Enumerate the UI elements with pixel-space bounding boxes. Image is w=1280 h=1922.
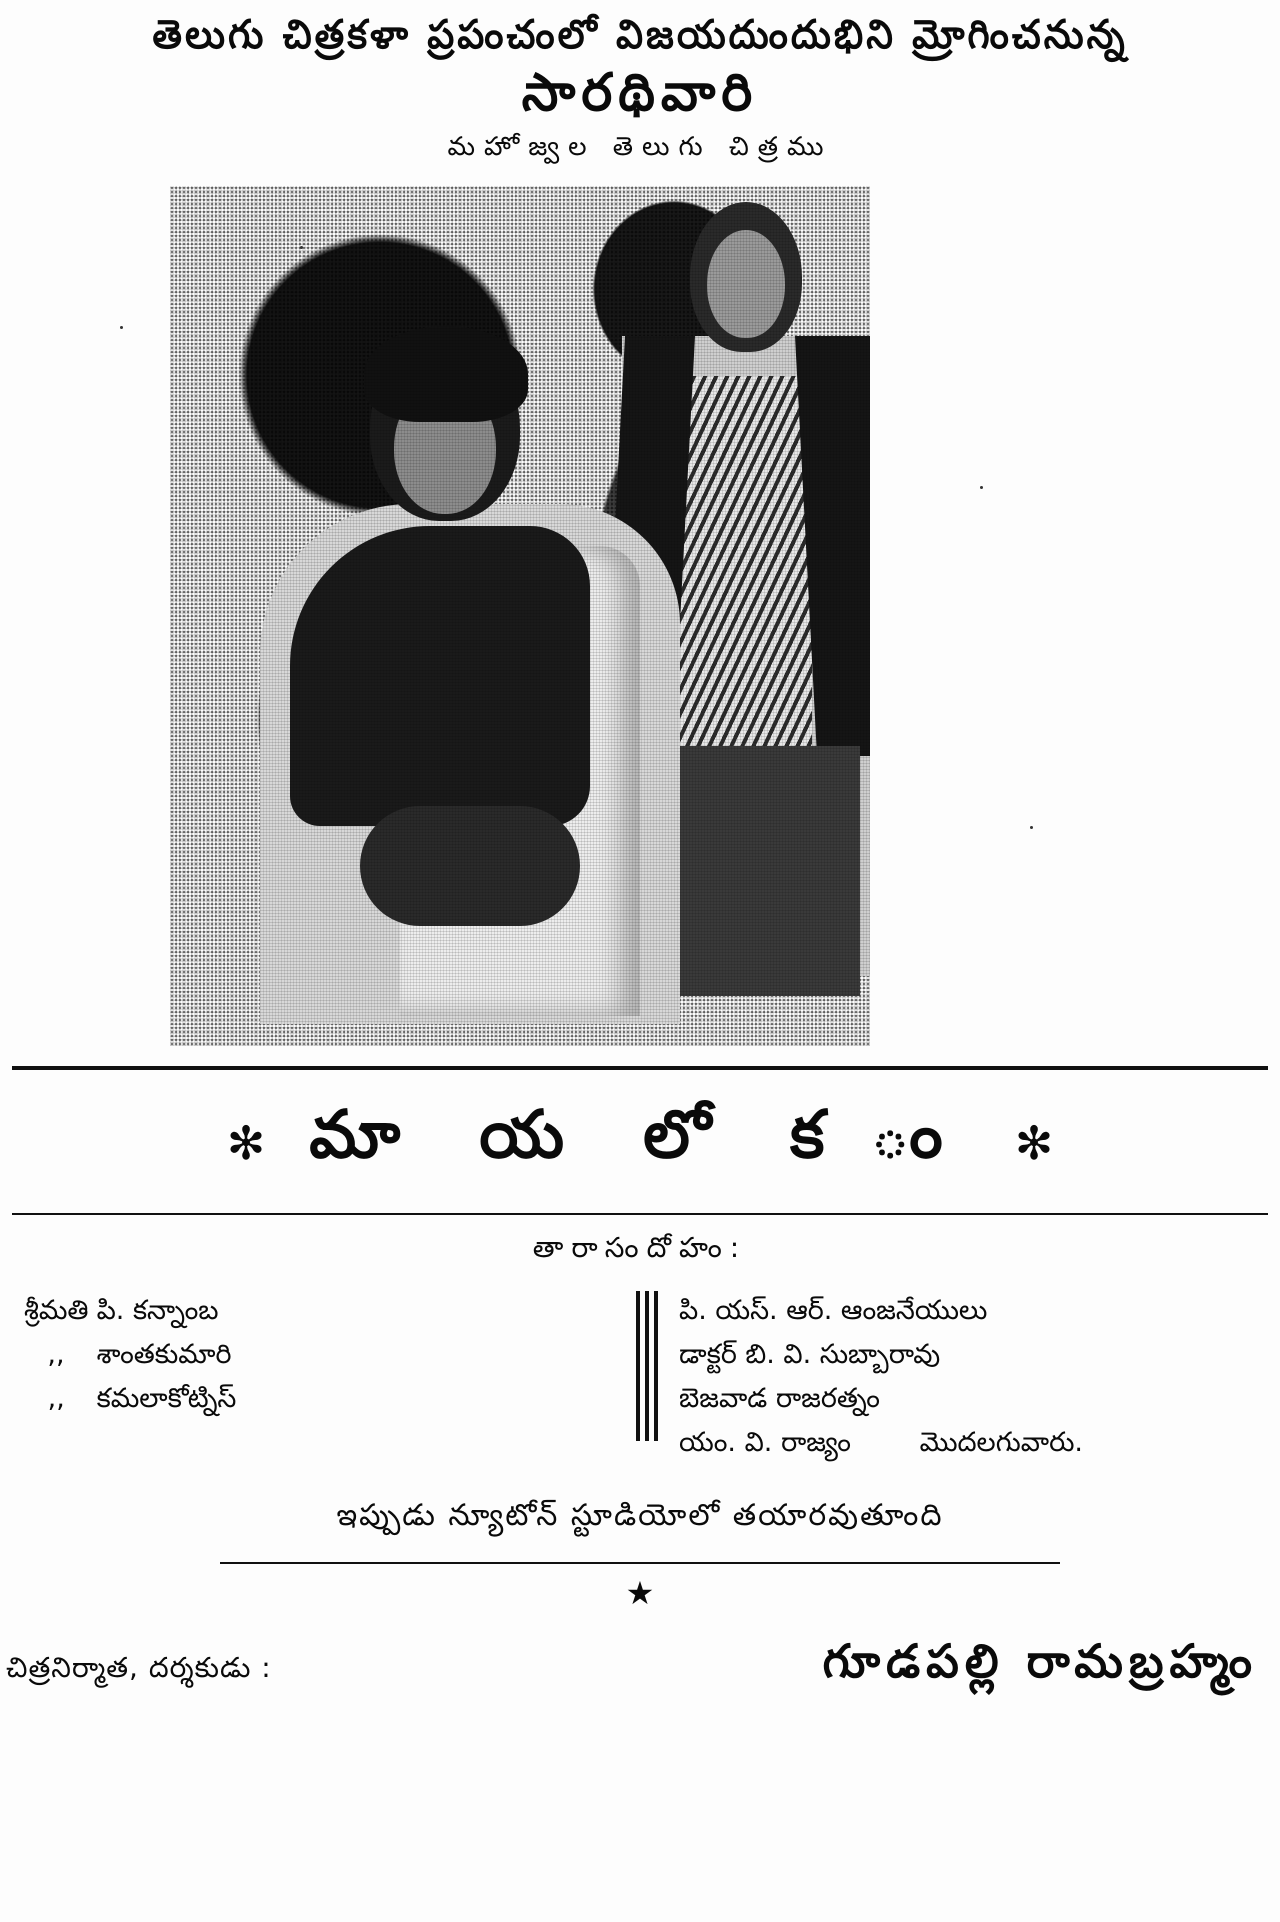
cast-name: కమలాకోట్నిస్ (96, 1382, 237, 1414)
poster-photograph (0, 186, 1280, 1066)
director-name: గూడపల్లి రామబ్రహ్మం (822, 1634, 1258, 1689)
director-label: చిత్రనిర్మాత, దర్శకుడు : (6, 1651, 272, 1685)
asterisk-icon: ✻ (226, 1115, 266, 1170)
print-speck (1030, 826, 1033, 829)
banner-subtitle: మహోజ్వల తెలుగు చిత్రము (447, 132, 833, 163)
cast-name: యం. వి. రాజ్యం (679, 1426, 851, 1458)
divider-rule-short (220, 1562, 1060, 1564)
cast-prefix: ,, (47, 1339, 65, 1371)
print-speck (120, 326, 123, 329)
photo-print-grain (170, 186, 870, 1046)
cast-row (679, 1377, 1262, 1421)
director-credit (0, 1618, 1280, 1700)
photo-frame (170, 186, 870, 1046)
movie-title: మా య లో క ం (309, 1096, 971, 1174)
movie-title-strip (0, 1070, 1280, 1213)
cast-name: బెజవాడ రాజరత్నం (679, 1382, 880, 1414)
headline-text: తెలుగు చిత్రకళా ప్రపంచంలో విజయదుందుభిని మ్రోగించనున్న (152, 11, 1128, 58)
cast-row (679, 1333, 1262, 1377)
cast-name: పి. కన్నాంబ (96, 1295, 219, 1327)
cast-name: పి. యస్. ఆర్. ఆంజనేయులు (679, 1295, 988, 1327)
cast-row (24, 1289, 607, 1333)
cast-prefix: ‚‚ (47, 1382, 65, 1414)
star-icon: ★ (625, 1574, 655, 1613)
cast-columns (0, 1289, 1280, 1464)
cast-column-left (18, 1289, 607, 1464)
cast-row (679, 1289, 1262, 1333)
cast-column-divider (636, 1291, 658, 1441)
cast-row (679, 1421, 1262, 1465)
cast-column-right (607, 1289, 1262, 1464)
cast-heading: తారాసందోహం: (532, 1231, 748, 1265)
divider-rule-below-title (12, 1213, 1268, 1215)
cast-name: శాంతకుమారి (96, 1339, 232, 1371)
cast-suffix: మొదలగువారు. (919, 1426, 1084, 1458)
banner-name: సారథివారి (521, 62, 759, 123)
cast-row (24, 1333, 607, 1377)
production-status-note: ఇప్పుడు న్యూటోన్ స్టూడియోలో తయారవుతూంది (336, 1498, 944, 1534)
print-speck (980, 486, 983, 489)
cast-row (24, 1377, 607, 1421)
asterisk-icon: ✻ (1014, 1115, 1054, 1170)
cast-name: డాక్టర్ బి. వి. సుబ్బారావు (679, 1339, 941, 1371)
cast-prefix: శ్రీమతి (24, 1295, 89, 1327)
